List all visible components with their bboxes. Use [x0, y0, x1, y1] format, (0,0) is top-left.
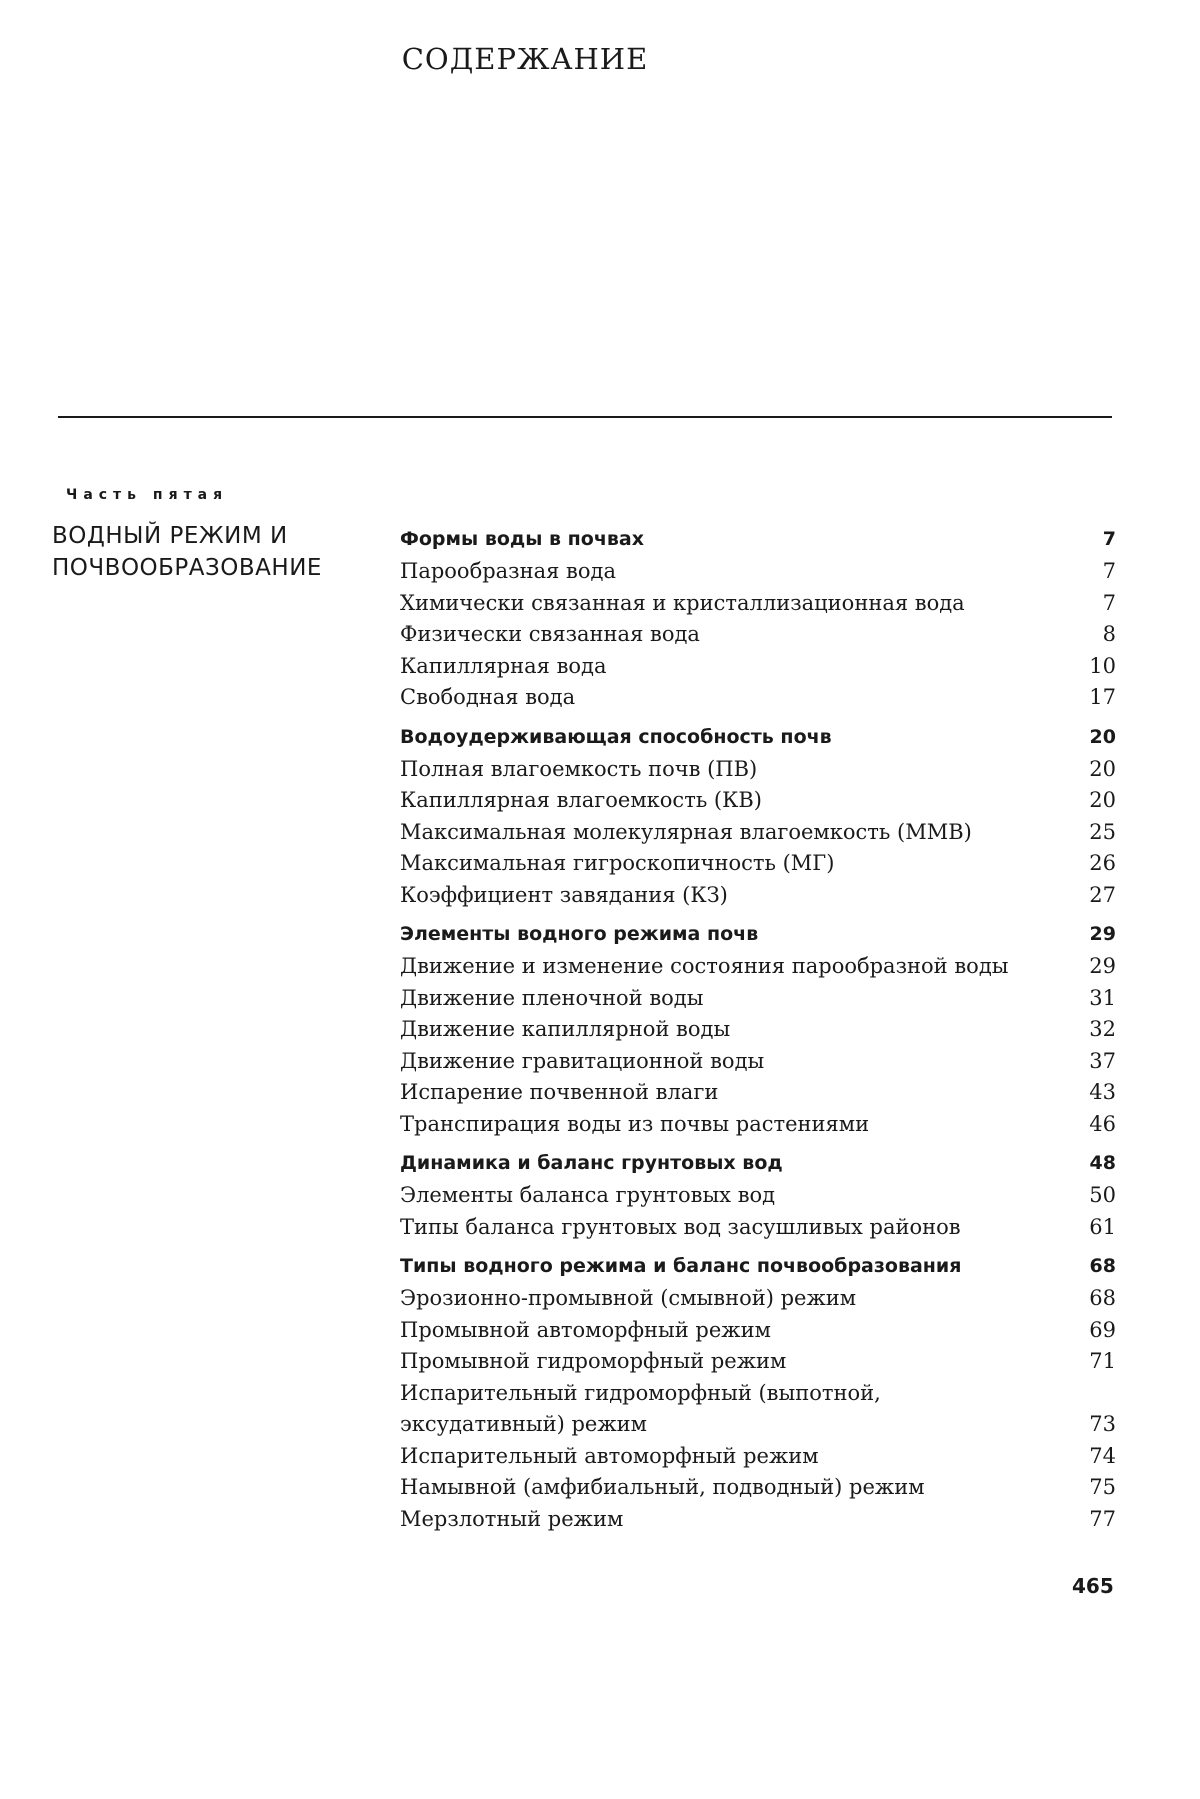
toc-item-page: 77	[1089, 1506, 1116, 1531]
toc-item-page: 25	[1089, 819, 1116, 844]
toc-item-page: 46	[1089, 1111, 1116, 1136]
toc-item-page: 7	[1102, 590, 1116, 615]
toc-item-page: 43	[1089, 1080, 1116, 1104]
toc-heading	[400, 1249, 1116, 1283]
toc-item-text: Мерзлотный режим	[400, 1506, 624, 1531]
toc-item-page: 7	[1102, 559, 1116, 583]
toc-heading-text: Формы воды в почвах	[400, 528, 645, 550]
toc-item-page: 68	[1089, 1286, 1116, 1310]
toc-item	[400, 754, 1116, 786]
toc-item	[400, 1046, 1116, 1078]
toc-item-text: Намывной (амфибиальный, подводный) режим	[400, 1475, 925, 1499]
toc-item	[400, 1504, 1116, 1536]
toc-item-page: 37	[1089, 1048, 1116, 1073]
toc-item	[400, 785, 1116, 817]
toc-item-page: 17	[1089, 685, 1116, 709]
toc-item-page: 29	[1089, 954, 1116, 978]
toc-item-text: Типы баланса грунтовых вод засушливых районов	[400, 1214, 961, 1239]
toc-item-page: 26	[1089, 851, 1116, 875]
toc-section	[400, 1146, 1116, 1243]
toc-item	[400, 651, 1116, 683]
toc-item	[400, 619, 1116, 651]
toc-item-text: Движение пленочной воды	[400, 985, 704, 1010]
part-label: Часть пятая	[66, 487, 229, 503]
toc-item-text: Испарительный автоморфный режим	[400, 1443, 819, 1468]
toc-item	[400, 1109, 1116, 1141]
toc-item-page: 31	[1089, 985, 1116, 1010]
toc-item	[400, 1014, 1116, 1046]
toc-heading-text: Динамика и баланс грунтовых вод	[400, 1152, 783, 1174]
toc-item	[400, 817, 1116, 849]
toc-section	[400, 917, 1116, 1140]
toc-item-page: 8	[1102, 622, 1116, 646]
toc-item-text: Эрозионно-промывной (смывной) режим	[400, 1286, 857, 1310]
toc-item-text: Химически связанная и кристаллизационная вода	[400, 590, 965, 615]
toc-item-page: 20	[1089, 788, 1116, 812]
toc-item	[400, 1077, 1116, 1109]
toc-item-text: Максимальная молекулярная влагоемкость (ММВ)	[400, 819, 972, 844]
toc-item-page: 73	[1089, 1412, 1116, 1436]
toc-section	[400, 522, 1116, 714]
toc-item-text: Элементы баланса грунтовых вод	[400, 1183, 776, 1207]
toc-heading	[400, 1146, 1116, 1180]
page-number: 465	[1072, 1574, 1114, 1598]
toc-item-text: Свободная вода	[400, 685, 576, 709]
toc-item	[400, 1315, 1116, 1347]
toc-item-page: 71	[1089, 1349, 1116, 1373]
toc-item-page: 32	[1089, 1017, 1116, 1041]
toc-item	[400, 1472, 1116, 1504]
toc-item-text: Транспирация воды из почвы растениями	[400, 1111, 870, 1136]
toc-heading-text: Водоудерживающая способность почв	[400, 725, 832, 748]
toc-item-text: Коэффициент завядания (КЗ)	[400, 882, 728, 907]
divider-rule	[58, 416, 1112, 418]
toc-item	[400, 1441, 1116, 1473]
toc-item-text: Промывной автоморфный режим	[400, 1317, 771, 1342]
toc-item-page: 50	[1089, 1183, 1116, 1207]
part-title-line: ПОЧВООБРАЗОВАНИЕ	[52, 555, 322, 581]
toc-item	[400, 1283, 1116, 1315]
toc-item	[400, 1212, 1116, 1244]
toc-item	[400, 588, 1116, 620]
toc-item	[400, 951, 1116, 983]
toc-item-text: Движение капиллярной воды	[400, 1017, 731, 1041]
toc-item-text: Капиллярная влагоемкость (КВ)	[400, 788, 762, 812]
toc-item-page: 27	[1089, 882, 1116, 907]
toc-item-page: 74	[1089, 1443, 1116, 1468]
toc-heading-page: 48	[1089, 1152, 1116, 1174]
toc-heading-page: 7	[1102, 528, 1116, 550]
toc-item	[400, 848, 1116, 880]
toc-item	[400, 1378, 1116, 1441]
toc-item-text: Капиллярная вода	[400, 653, 607, 678]
toc-item	[400, 983, 1116, 1015]
toc-item-page: 69	[1089, 1317, 1116, 1342]
toc-heading-text: Элементы водного режима почв	[400, 923, 759, 945]
toc-heading	[400, 720, 1116, 754]
toc-item	[400, 880, 1116, 912]
page-title: СОДЕРЖАНИЕ	[401, 42, 649, 76]
table-of-contents	[400, 522, 1116, 1541]
toc-section	[400, 1249, 1116, 1535]
toc-item-text: Физически связанная вода	[400, 622, 700, 646]
toc-item-text: Максимальная гигроскопичность (МГ)	[400, 851, 835, 875]
toc-item-page: 20	[1089, 756, 1116, 781]
toc-heading-page: 20	[1089, 725, 1116, 748]
part-title-line: ВОДНЫЙ РЕЖИМ И	[52, 523, 288, 549]
toc-item	[400, 556, 1116, 588]
toc-item-page: 61	[1089, 1214, 1116, 1239]
toc-item-text: Испарение почвенной влаги	[400, 1080, 719, 1104]
toc-item-text: Промывной гидроморфный режим	[400, 1349, 787, 1373]
toc-item-text: Движение и изменение состояния парообразной воды	[400, 954, 1009, 978]
toc-heading	[400, 917, 1116, 951]
part-title	[52, 520, 372, 584]
toc-item-text: Испарительный гидроморфный (выпотной, эксудативный) режим	[400, 1380, 881, 1436]
toc-item	[400, 682, 1116, 714]
toc-heading-page: 29	[1089, 923, 1116, 945]
toc-item	[400, 1180, 1116, 1212]
toc-item-text: Парообразная вода	[400, 559, 616, 583]
toc-section	[400, 720, 1116, 912]
toc-item-text: Полная влагоемкость почв (ПВ)	[400, 756, 758, 781]
toc-heading-page: 68	[1089, 1255, 1116, 1277]
toc-item-page: 10	[1089, 653, 1116, 678]
toc-heading	[400, 522, 1116, 556]
toc-item-page: 75	[1089, 1475, 1116, 1499]
toc-heading-text: Типы водного режима и баланс почвообразования	[400, 1255, 962, 1277]
toc-item-text: Движение гравитационной воды	[400, 1048, 765, 1073]
toc-item	[400, 1346, 1116, 1378]
